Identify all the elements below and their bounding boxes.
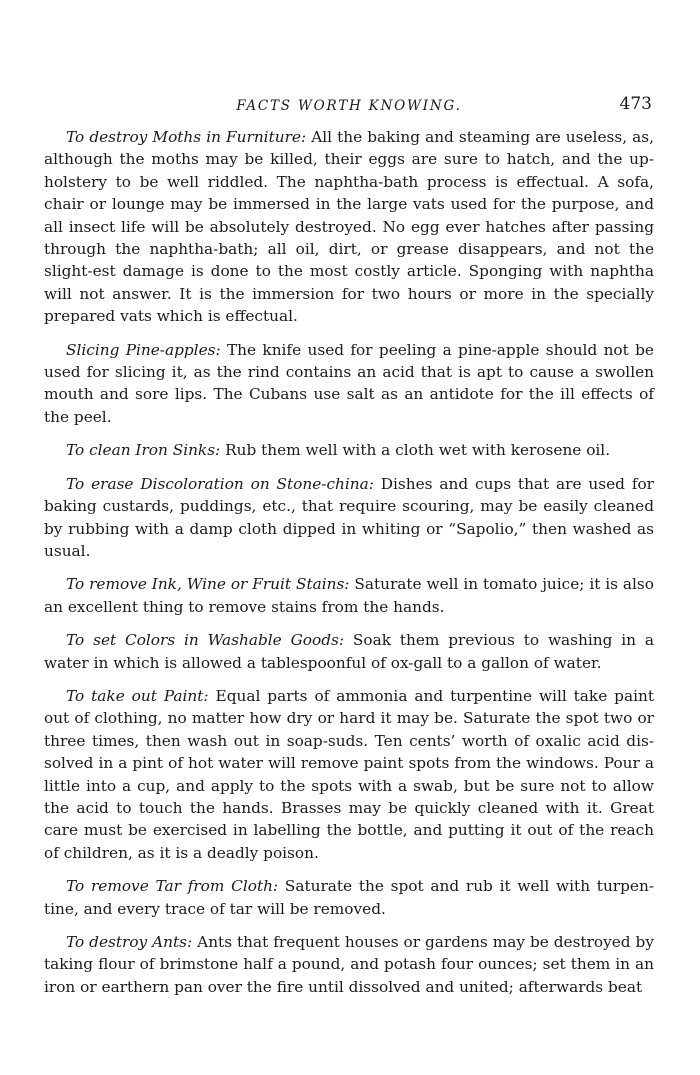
paragraph-text: Soak them previous to washing in a water in which is allowed a tablespoonful of ox-gall to a gallon of water. bbox=[44, 631, 654, 672]
paragraph-text: Saturate well in tomato juice; it is also an excellent thing to remove stains from the hands. bbox=[44, 575, 654, 616]
paragraph-heading: To destroy Moths in Furniture: bbox=[66, 128, 307, 146]
paragraph-heading: To clean Iron Sinks: bbox=[66, 441, 221, 460]
paragraph-heading: To remove Ink, Wine or Fruit Stains: bbox=[66, 575, 350, 594]
paragraph-pineapples bbox=[44, 339, 654, 429]
paragraph-heading: To remove Tar from Cloth: bbox=[66, 877, 279, 896]
paragraph-iron-sinks bbox=[44, 439, 654, 461]
running-head bbox=[44, 94, 654, 124]
paragraph-paint bbox=[44, 685, 654, 864]
paragraph-moths bbox=[44, 126, 654, 328]
paragraph-text: All the baking and steaming are useless, as, although the moths may be killed, their eggs are sure to hatch, and the up-holstery to be well riddled. The naphtha-bath process is effectual. A sofa, chair or lounge may be immersed in the large vats used for the purpose, and all insect life will be absolutely destroyed. No egg ever hatches after passing through the naphtha-bath; all oil, dirt, or grease disappears, and not the slight-est damage is done to the most costly article. Sponging with naphtha will not answer. It is the immersion for two hours or more in the specially prepared vats which is effectual. bbox=[44, 128, 654, 326]
book-page bbox=[44, 94, 654, 1009]
paragraph-stone-china bbox=[44, 473, 654, 563]
paragraph-colors bbox=[44, 629, 654, 674]
paragraph-stains bbox=[44, 573, 654, 618]
paragraph-heading: To set Colors in Washable Goods: bbox=[66, 631, 345, 650]
paragraph-text: Equal parts of ammonia and turpentine will take paint out of clothing, no matter how dry or hard it may be. Saturate the spot two or three times, then wash out in soap-suds. Ten cents’ worth of oxalic acid dis-solved in a pint of hot water will remove paint spots from the windows. Pour a little into a cup, and apply to the spots with a swab, but be sure not to allow the acid to touch the hands. Brasses may be quickly cleaned with it. Great care must be exercised in labelling the bottle, and putting it out of the reach of children, as it is a deadly poison. bbox=[44, 686, 654, 862]
paragraph-text: The knife used for peeling a pine-apple should not be used for slicing it, as the rind contains an acid that is apt to cause a swollen mouth and sore lips. The Cubans use salt as an antidote for the ill effects of the peel. bbox=[44, 340, 654, 426]
paragraph-ants bbox=[44, 931, 654, 998]
paragraph-heading: Slicing Pine-apples: bbox=[66, 340, 221, 359]
paragraph-text: Rub them well with a cloth wet with kerosene oil. bbox=[225, 441, 611, 460]
page-number: 473 bbox=[619, 94, 652, 114]
paragraph-text: Ants that frequent houses or gardens may be destroyed by taking flour of brimstone half a pound, and potash four ounces; set them in an iron or earthern pan over the fire until dissolved and united; afterwards beat bbox=[44, 933, 654, 996]
running-title: FACTS WORTH KNOWING. bbox=[236, 98, 462, 114]
paragraph-text: Saturate the spot and rub it well with turpen-tine, and every trace of tar will be removed. bbox=[44, 877, 654, 918]
paragraph-heading: To destroy Ants: bbox=[66, 933, 193, 951]
paragraph-heading: To erase Discoloration on Stone-china: bbox=[66, 474, 374, 493]
paragraph-text: Dishes and cups that are used for baking custards, puddings, etc., that require scouring, may be easily cleaned by rubbing with a damp cloth dipped in whiting or “Sapolio,” then washed as usual. bbox=[44, 474, 654, 560]
paragraph-heading: To take out Paint: bbox=[66, 686, 209, 705]
paragraph-tar bbox=[44, 875, 654, 920]
